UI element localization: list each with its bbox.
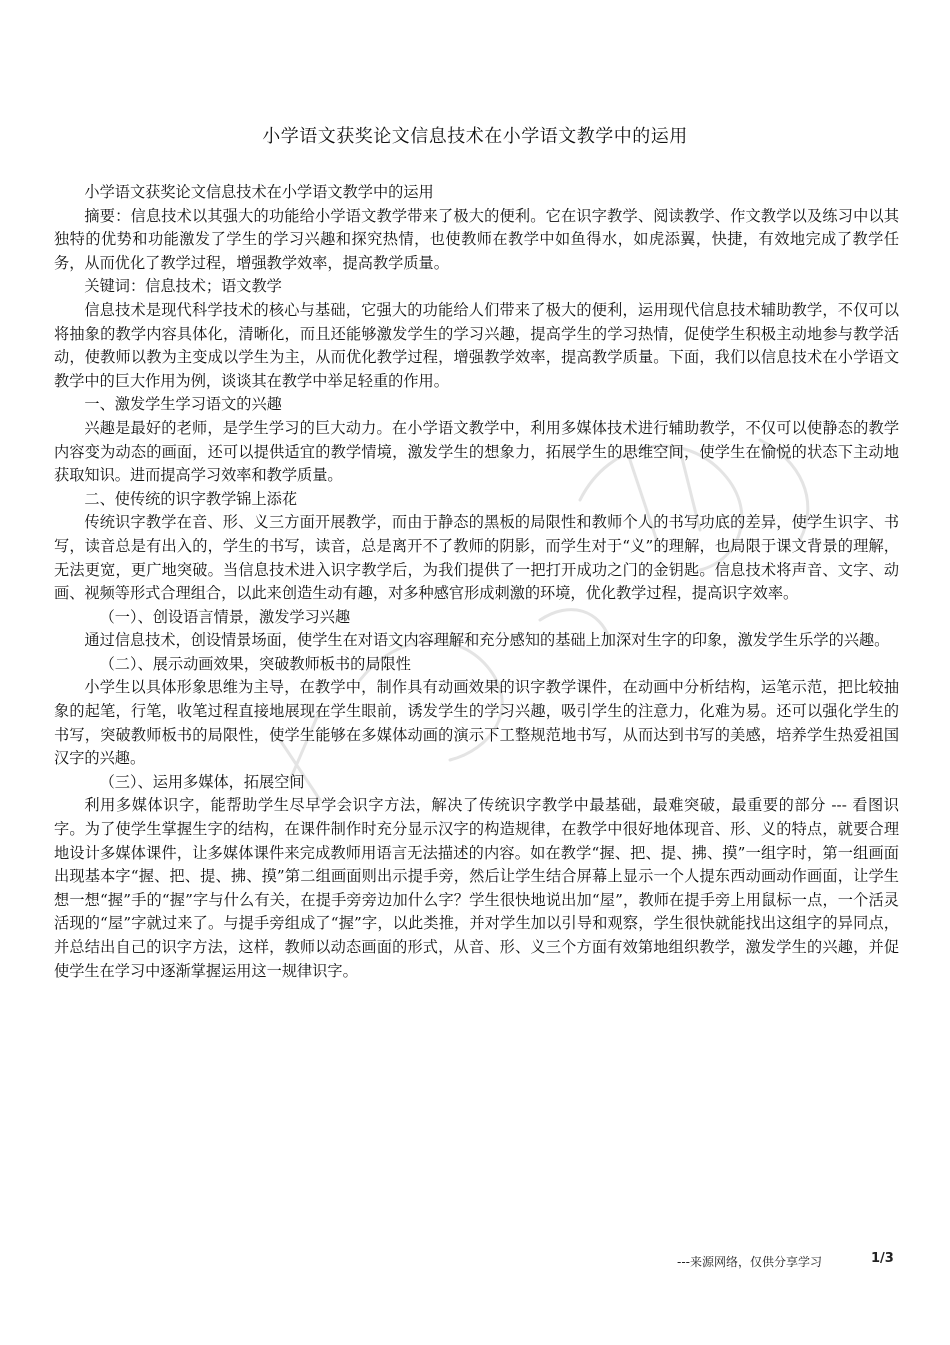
subsection-heading-3: （三）、运用多媒体，拓展空间: [99, 772, 305, 791]
footer-source-note: ---来源网络，仅供分享学习: [677, 1255, 822, 1269]
paragraph-abstract: 摘要：信息技术以其强大的功能给小学语文教学带来了极大的便利。它在识字教学、阅读教学、作文教学以及练习中以其独特的优势和功能激发了学生的学习兴趣和探究热情，也使教师在教学中如鱼得水，如虎添翼，快捷，有效地完成了教学任务，从而优化了教学过程，增强教学效率，提高教学质量。: [54, 206, 899, 272]
section-heading-1: 一、激发学生学习语文的兴趣: [84, 395, 282, 414]
footer-page-number: 1/3: [871, 1251, 894, 1266]
paragraph-section-2: 传统识字教学在音、形、义三方面开展教学，而由于静态的黑板的局限性和教师个人的书写功底的差异，使学生识字、书写，读音总是有出入的，学生的书写，读音，总是离开不了教师的阴影，而学生对于“义”的理解，也局限于课文背景的理解，无法更宽，更广地突破。当信息技术进入识字教学后，为我们提供了一把打开成功之门的金钥匙。信息技术将声音、文字、动画、视频等形式合理组合，以此来创造生动有趣，对多种感官形成刺激的环境，优化教学过程，提高识字效率。: [54, 513, 899, 603]
paragraph-subsection-2: 小学生以具体形象思维为主导，在教学中，制作具有动画效果的识字教学课件，在动画中分析结构，运笔示范，把比较抽象的起笔，行笔，收笔过程直接地展现在学生眼前，诱发学生的学习兴趣，吸引学生的注意力，化难为易。还可以强化学生的书写，突破教师板书的局限性，使学生能够在多媒体动画的演示下工整规范地书写，从而达到书写的美感，培养学生热爱祖国汉字的兴趣。: [54, 678, 899, 768]
paragraph-intro: 信息技术是现代科学技术的核心与基础，它强大的功能给人们带来了极大的便利，运用现代信息技术辅助教学，不仅可以将抽象的教学内容具体化，清晰化，而且还能够激发学生的学习兴趣，提高学生的学习热情，促使学生积极主动地参与教学活动，使教师以教为主变成以学生为主，从而优化教学过程，增强教学效率，提高教学质量。下面，我们以信息技术在小学语文教学中的巨大作用为例，谈谈其在教学中举足轻重的作用。: [54, 300, 899, 390]
subsection-heading-1: （一）、创设语言情景，激发学习兴趣: [99, 607, 351, 626]
paragraph-section-1: 兴趣是最好的老师，是学生学习的巨大动力。在小学语文教学中，利用多媒体技术进行辅助教学，不仅可以使静态的教学内容变为动态的画面，还可以提供适宜的教学情境，激发学生的想象力，拓展学生的思维空间，使学生在愉悦的状态下主动地获取知识。进而提高学习效率和教学质量。: [54, 418, 899, 485]
paragraph-subsection-3: 利用多媒体识字，能帮助学生尽早学会识字方法，解决了传统识字教学中最基础，最难突破，最重要的部分 --- 看图识字。为了使学生掌握生字的结构，在课件制作时充分显示汉字的构造规律，在教学中很好地体现音、形、义的特点，就要合理地设计多媒体课件，让多媒体课件来完成教师用语言无法描述的内容。如在教学“握、把、提、拂、摸”一组字时，第一组画面出现基本字“握、把、提、拂、摸”第二组画面则出示提手旁，然后让学生结合屏幕上显示一个人提东西动画动作画面，让学生想一想“握”手的“握”字与什么有关，在提手旁旁边加什么字？学生很快地说出加“屋”，教师在提手旁上用鼠标一点，一个活灵活现的“屋”字就过来了。与提手旁组成了“握”字，以此类推，并对学生加以引导和观察，学生很快就能找出这组字的异同点，并总结出自己的识字方法，这样，教师以动态画面的形式，从音、形、义三个方面有效第地组织教学，激发学生的兴趣，并促使学生在学习中逐渐掌握运用这一规律识字。: [54, 796, 899, 980]
document-body: [54, 181, 899, 983]
subsection-heading-2: （二）、展示动画效果，突破教师板书的局限性: [99, 654, 411, 673]
paragraph-subsection-1: 通过信息技术，创设情景场面，使学生在对语文内容理解和充分感知的基础上加深对生字的印象，激发学生乐学的兴趣。: [84, 631, 890, 650]
paragraph-keywords: 关键词：信息技术；语文教学: [84, 277, 282, 296]
section-heading-2: 二、使传统的识字教学锦上添花: [84, 489, 298, 508]
paragraph-heading-repeat: 小学语文获奖论文信息技术在小学语文教学中的运用: [84, 183, 434, 201]
document-title: 小学语文获奖论文信息技术在小学语文教学中的运用: [262, 126, 688, 147]
